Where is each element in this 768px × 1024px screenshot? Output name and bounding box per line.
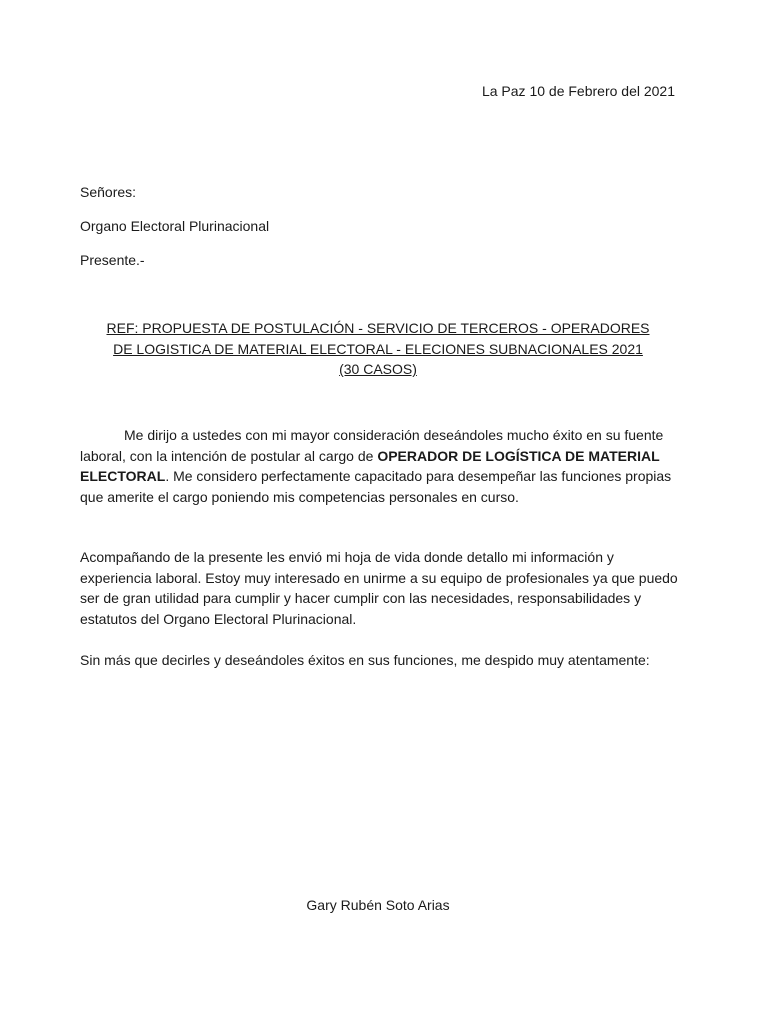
paragraph-1: [80, 425, 680, 507]
paragraph-2: Acompañando de la presente les envió mi hoja de vida donde detallo mi información y experiencia laboral. Estoy muy interesado en unirme a su equipo de profesionales ya que puedo ser de gran utilidad para cumplir y hacer cumplir con las necesidades, responsabilidades y estatutos del Organo Electoral Plurinacional.: [80, 549, 678, 627]
reference-line-2: DE LOGISTICA DE MATERIAL ELECTORAL - ELECIONES SUBNACIONALES 2021: [113, 340, 643, 357]
presente: Presente.-: [80, 252, 145, 268]
position-title: OPERADOR DE LOGÍSTICA DE MATERIAL ELECTORAL: [80, 447, 660, 484]
reference-line: [80, 318, 676, 380]
paragraph-1-text-a: Me dirijo a ustedes con mi mayor consideración deseándoles mucho éxito en su fuente laboral, con la intención de postular al cargo de: [80, 427, 664, 464]
signature-name: Gary Rubén Soto Arias: [306, 897, 450, 913]
reference-line-1: REF: PROPUESTA DE POSTULACIÓN - SERVICIO DE TERCEROS - OPERADORES: [106, 320, 650, 336]
salutation: Señores:: [80, 184, 137, 200]
paragraph-1-text-b: . Me considero perfectamente capacitado para desempeñar las funciones propias que amerite el cargo poniendo mis competencias personales en curso.: [80, 468, 672, 505]
paragraph-3: Sin más que decirles y deseándoles éxitos en sus funciones, me despido muy atentamente:: [80, 652, 650, 668]
reference-line-3: (30 CASOS): [339, 361, 417, 377]
recipient: Organo Electoral Plurinacional: [80, 218, 270, 234]
letter-date: La Paz 10 de Febrero del 2021: [481, 83, 675, 99]
